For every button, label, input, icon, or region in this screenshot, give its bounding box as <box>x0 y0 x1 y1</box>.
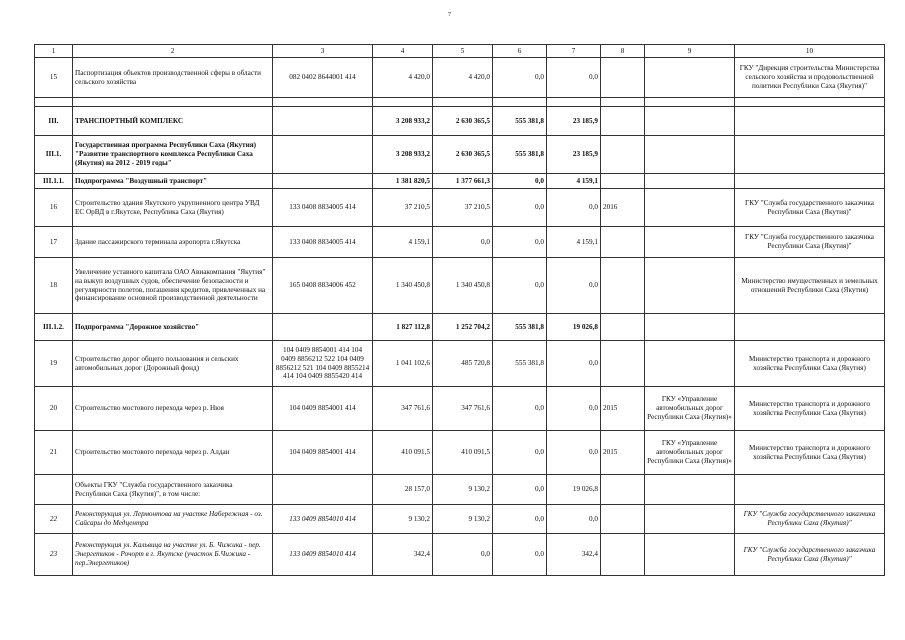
object-name: Увеличение уставного капитала ОАО Авиакомпания "Якутия" на выкуп воздушных судов, обеспечение безопасности и регулярности полетов, погашения кредитов, привлеченных на финансирование основной производственной деятельности <box>73 258 273 314</box>
customer <box>735 98 885 107</box>
budget-code: 104 0409 8854001 414 <box>273 387 373 431</box>
budget-table <box>34 44 885 576</box>
customer: ГКУ "Служба государственного заказчика Республики Саха (Якутия)" <box>735 227 885 258</box>
republic-budget: 0,0 <box>493 431 547 475</box>
table-row <box>35 314 885 341</box>
republic-budget: 555 381,8 <box>493 341 547 387</box>
completion-year <box>601 258 645 314</box>
budget-code: 133 0408 8834005 414 <box>273 189 373 227</box>
other-sources: 23 185,9 <box>547 107 601 136</box>
object-name: Объекты ГКУ "Служба государственного заказчика Республики Саха (Якутия)", в том числе: <box>73 475 273 505</box>
completion-year <box>601 534 645 576</box>
completion-year <box>601 174 645 189</box>
budget-code: 133 0408 8834005 414 <box>273 227 373 258</box>
budget-code: 165 0408 8834006 452 <box>273 258 373 314</box>
column-header-3: 3 <box>273 45 373 58</box>
republic-budget: 555 381,8 <box>493 136 547 174</box>
table-row <box>35 341 885 387</box>
completion-year <box>601 107 645 136</box>
header-row <box>35 45 885 58</box>
contractor: ГКУ «Управление автомобильных дорог Республики Саха (Якутия)» <box>645 387 735 431</box>
republic-budget: 0,0 <box>493 58 547 98</box>
other-sources: 4 159,1 <box>547 174 601 189</box>
other-sources: 0,0 <box>547 58 601 98</box>
row-number: III.1. <box>35 136 73 174</box>
table-row <box>35 505 885 534</box>
customer <box>735 314 885 341</box>
total-amount: 4 420,0 <box>373 58 433 98</box>
object-name: ТРАНСПОРТНЫЙ КОМПЛЕКС <box>73 107 273 136</box>
total-amount: 410 091,5 <box>373 431 433 475</box>
budget-code: 082 0402 8644001 414 <box>273 58 373 98</box>
budget-code <box>273 314 373 341</box>
row-number: 16 <box>35 189 73 227</box>
federal-budget: 1 252 704,2 <box>433 314 493 341</box>
table-row <box>35 534 885 576</box>
completion-year <box>601 314 645 341</box>
column-header-4: 4 <box>373 45 433 58</box>
budget-code: 104 0409 8854001 414 <box>273 431 373 475</box>
total-amount: 3 208 933,2 <box>373 136 433 174</box>
table-row <box>35 98 885 107</box>
row-number <box>35 98 73 107</box>
customer: Министерство транспорта и дорожного хозяйства Республики Саха (Якутия) <box>735 431 885 475</box>
budget-code <box>273 107 373 136</box>
contractor <box>645 136 735 174</box>
table-row <box>35 258 885 314</box>
customer <box>735 174 885 189</box>
row-number: III.1.1. <box>35 174 73 189</box>
contractor <box>645 227 735 258</box>
federal-budget: 0,0 <box>433 227 493 258</box>
total-amount: 28 157,0 <box>373 475 433 505</box>
total-amount: 1 381 820,5 <box>373 174 433 189</box>
other-sources: 0,0 <box>547 505 601 534</box>
budget-code <box>273 136 373 174</box>
table-row <box>35 475 885 505</box>
table-row <box>35 136 885 174</box>
table-row <box>35 174 885 189</box>
column-header-2: 2 <box>73 45 273 58</box>
other-sources: 19 026,8 <box>547 314 601 341</box>
row-number: 18 <box>35 258 73 314</box>
customer: ГКУ "Служба государственного заказчика Республики Саха (Якутия)" <box>735 505 885 534</box>
federal-budget: 485 720,8 <box>433 341 493 387</box>
budget-code: 133 0409 8854010 414 <box>273 505 373 534</box>
contractor <box>645 475 735 505</box>
object-name <box>73 98 273 107</box>
column-header-9: 9 <box>645 45 735 58</box>
total-amount: 1 041 102,6 <box>373 341 433 387</box>
completion-year <box>601 505 645 534</box>
table-row <box>35 58 885 98</box>
federal-budget: 1 377 661,3 <box>433 174 493 189</box>
other-sources: 23 185,9 <box>547 136 601 174</box>
federal-budget: 0,0 <box>433 534 493 576</box>
republic-budget: 0,0 <box>493 227 547 258</box>
completion-year <box>601 136 645 174</box>
column-header-8: 8 <box>601 45 645 58</box>
object-name: Подпрограмма "Дорожное хозяйство" <box>73 314 273 341</box>
object-name: Строительство дорог общего пользования и сельских автомобильных дорог (Дорожный фонд) <box>73 341 273 387</box>
column-header-5: 5 <box>433 45 493 58</box>
object-name: Строительство мостового перехода через р. Алдан <box>73 431 273 475</box>
completion-year: 2015 <box>601 431 645 475</box>
table-row <box>35 227 885 258</box>
republic-budget <box>493 98 547 107</box>
customer <box>735 136 885 174</box>
table-row <box>35 189 885 227</box>
object-name: Строительство мостового перехода через р. Нюя <box>73 387 273 431</box>
column-header-6: 6 <box>493 45 547 58</box>
contractor <box>645 258 735 314</box>
customer <box>735 475 885 505</box>
object-name: Реконструкция ул. Кальвица на участке ул. Б. Чижика - пер. Энергетиков - Рочорт в г. Якутске (участок Б.Чижика - пер.Энергетиков) <box>73 534 273 576</box>
row-number: 17 <box>35 227 73 258</box>
column-header-1: 1 <box>35 45 73 58</box>
budget-code <box>273 98 373 107</box>
contractor <box>645 534 735 576</box>
total-amount: 1 340 450,8 <box>373 258 433 314</box>
row-number <box>35 475 73 505</box>
table-row <box>35 107 885 136</box>
row-number: 21 <box>35 431 73 475</box>
row-number: III. <box>35 107 73 136</box>
budget-code <box>273 475 373 505</box>
federal-budget <box>433 98 493 107</box>
object-name: Реконструкция ул. Лермонтова на участке Набережная - оз. Сайсары до Медцентра <box>73 505 273 534</box>
customer: Министерство имущественных и земельных отношений Республики Саха (Якутия) <box>735 258 885 314</box>
other-sources: 0,0 <box>547 189 601 227</box>
completion-year <box>601 58 645 98</box>
object-name: Строительство здания Якутского укрупненного центра УВД ЕС ОрВД в г.Якутске, Республика Саха (Якутия) <box>73 189 273 227</box>
row-number: III.1.2. <box>35 314 73 341</box>
column-header-10: 10 <box>735 45 885 58</box>
total-amount: 1 827 112,8 <box>373 314 433 341</box>
row-number: 15 <box>35 58 73 98</box>
budget-code: 104 0409 8854001 414 104 0409 8856212 522 104 0409 8856212 521 104 0409 8855214 414 104 0409 8855420 414 <box>273 341 373 387</box>
table-row <box>35 431 885 475</box>
budget-code <box>273 174 373 189</box>
object-name: Подпрограмма "Воздушный транспорт" <box>73 174 273 189</box>
other-sources: 0,0 <box>547 258 601 314</box>
contractor <box>645 107 735 136</box>
customer: ГКУ "Дирекция строительства Министерства сельского хозяйства и продовольственной политики Республики Саха (Якутия)" <box>735 58 885 98</box>
completion-year: 2016 <box>601 189 645 227</box>
total-amount: 4 159,1 <box>373 227 433 258</box>
customer: Министерство транспорта и дорожного хозяйства Республики Саха (Якутия) <box>735 387 885 431</box>
total-amount: 342,4 <box>373 534 433 576</box>
federal-budget: 410 091,5 <box>433 431 493 475</box>
republic-budget: 555 381,8 <box>493 107 547 136</box>
republic-budget: 0,0 <box>493 387 547 431</box>
other-sources: 19 026,8 <box>547 475 601 505</box>
total-amount: 3 208 933,2 <box>373 107 433 136</box>
object-name: Государственная программа Республики Саха (Якутия) "Развитие транспортного комплекса Республики Саха (Якутия) на 2012 - 2019 годы" <box>73 136 273 174</box>
contractor <box>645 98 735 107</box>
republic-budget: 0,0 <box>493 534 547 576</box>
other-sources: 4 159,1 <box>547 227 601 258</box>
completion-year: 2015 <box>601 387 645 431</box>
customer: ГКУ "Служба государственного заказчика Республики Саха (Якутия)" <box>735 189 885 227</box>
other-sources: 0,0 <box>547 431 601 475</box>
other-sources <box>547 98 601 107</box>
other-sources: 0,0 <box>547 341 601 387</box>
federal-budget: 2 630 365,5 <box>433 136 493 174</box>
budget-code: 133 0409 8854010 414 <box>273 534 373 576</box>
republic-budget: 0,0 <box>493 189 547 227</box>
federal-budget: 347 761,6 <box>433 387 493 431</box>
page-number: 7 <box>448 12 451 18</box>
republic-budget: 0,0 <box>493 258 547 314</box>
contractor <box>645 341 735 387</box>
federal-budget: 9 130,2 <box>433 475 493 505</box>
object-name: Паспортизация объектов производственной сферы в области сельского хозяйства <box>73 58 273 98</box>
other-sources: 0,0 <box>547 387 601 431</box>
row-number: 19 <box>35 341 73 387</box>
total-amount: 9 130,2 <box>373 505 433 534</box>
row-number: 20 <box>35 387 73 431</box>
republic-budget: 0,0 <box>493 475 547 505</box>
total-amount: 37 210,5 <box>373 189 433 227</box>
customer: Министерство транспорта и дорожного хозяйства Республики Саха (Якутия) <box>735 341 885 387</box>
contractor <box>645 174 735 189</box>
object-name: Здание пассажирского терминала аэропорта г.Якутска <box>73 227 273 258</box>
federal-budget: 37 210,5 <box>433 189 493 227</box>
completion-year <box>601 475 645 505</box>
republic-budget: 555 381,8 <box>493 314 547 341</box>
contractor <box>645 189 735 227</box>
table-row <box>35 387 885 431</box>
total-amount <box>373 98 433 107</box>
contractor <box>645 58 735 98</box>
column-header-7: 7 <box>547 45 601 58</box>
contractor <box>645 505 735 534</box>
contractor: ГКУ «Управление автомобильных дорог Республики Саха (Якутия)» <box>645 431 735 475</box>
completion-year <box>601 227 645 258</box>
republic-budget: 0,0 <box>493 174 547 189</box>
federal-budget: 1 340 450,8 <box>433 258 493 314</box>
customer: ГКУ "Служба государственного заказчика Республики Саха (Якутия)" <box>735 534 885 576</box>
completion-year <box>601 98 645 107</box>
federal-budget: 4 420,0 <box>433 58 493 98</box>
completion-year <box>601 341 645 387</box>
republic-budget: 0,0 <box>493 505 547 534</box>
row-number: 22 <box>35 505 73 534</box>
federal-budget: 9 130,2 <box>433 505 493 534</box>
contractor <box>645 314 735 341</box>
row-number: 23 <box>35 534 73 576</box>
total-amount: 347 761,6 <box>373 387 433 431</box>
other-sources: 342,4 <box>547 534 601 576</box>
federal-budget: 2 630 365,5 <box>433 107 493 136</box>
customer <box>735 107 885 136</box>
